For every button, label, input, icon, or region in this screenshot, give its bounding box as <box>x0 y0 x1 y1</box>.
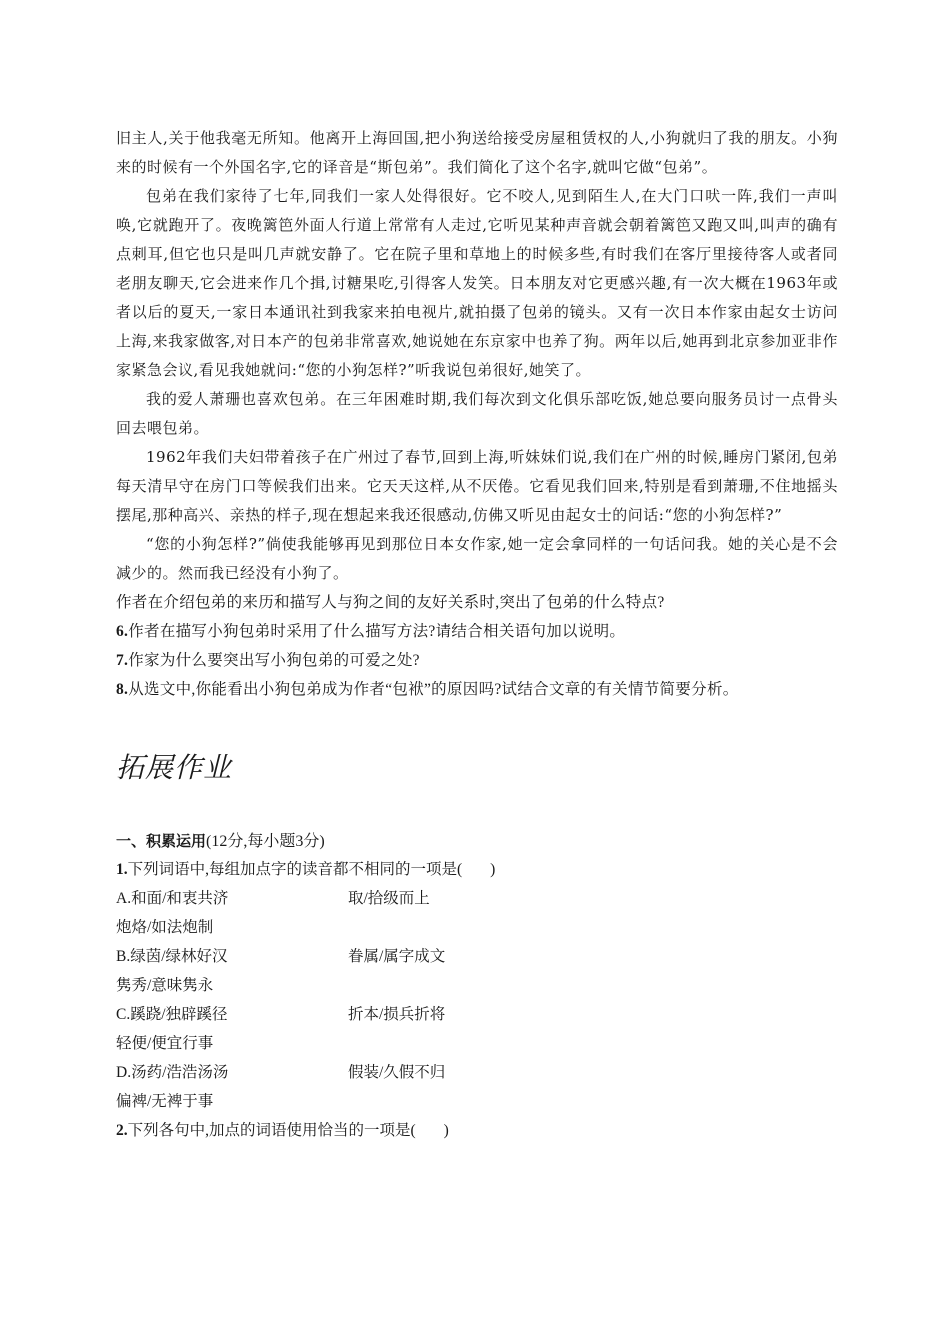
document-page <box>116 124 838 1145</box>
question-8-text: 从选文中,你能看出小狗包弟成为作者“包袱”的原因吗?试结合文章的有关情节简要分析。 <box>128 681 739 698</box>
mc1-option-d-row2: 偏裨/无裨于事 <box>116 1093 214 1110</box>
question-8-number: 8. <box>116 681 129 698</box>
passage-paragraph-5: “您的小狗怎样?”倘使我能够再见到那位日本女作家,她一定会拿同样的一句话问我。她的关心是不会减少的。然而我已经没有小狗了。 <box>116 535 838 582</box>
mc1-option-c-row: C.蹊跷/独辟蹊径 折本/损兵折将 <box>116 1006 446 1023</box>
part-1-label: 一、积累运用 <box>116 832 207 850</box>
question-7-number: 7. <box>116 652 129 669</box>
question-5: 作者在介绍包弟的来历和描写人与狗之间的友好关系时,突出了包弟的什么特点? <box>116 594 665 611</box>
question-6-number: 6. <box>116 623 129 640</box>
mc-question-1-stem: 1.下列词语中,每组加点字的读音都不相同的一项是( ) <box>116 861 496 878</box>
part-1-note: (12分,每小题3分) <box>206 833 325 850</box>
mc1-option-a-row: A.和面/和衷共济 取/拾级而上 <box>116 890 430 907</box>
passage-paragraph-2: 包弟在我们家待了七年,同我们一家人处得很好。它不咬人,见到陌生人,在大门口吠一阵,我们一声叫唤,它就跑开了。夜晚篱笆外面人行道上常常有人走过,它听见某种声音就会朝着篱笆又跑又叫,叫声的确有点刺耳,但它也只是叫几声就安静了。它在院子里和草地上的时候多些,有时我们在客厅里接待客人或者同老朋友聊天,它会进来作几个揖,讨糖果吃,引得客人发笑。日本朋友对它更感兴趣,有一次大概在1963年或者以后的夏天,一家日本通讯社到我家来拍电视片,就拍摄了包弟的镜头。又有一次日本作家由起女士访问上海,来我家做客,对日本产的包弟非常喜欢,她说她在东京家中也养了狗。两年以后,她再到北京参加亚非作家紧急会议,看见我她就问:“您的小狗怎样?”听我说包弟很好,她笑了。 <box>116 187 838 379</box>
mc1-option-d-row: D.汤药/浩浩汤汤 假装/久假不归 <box>116 1064 446 1081</box>
passage-paragraph-4: 1962年我们夫妇带着孩子在广州过了春节,回到上海,听妹妹们说,我们在广州的时候,睡房门紧闭,包弟每天清早守在房门口等候我们出来。它天天这样,从不厌倦。它看见我们回来,特别是看到萧珊,不住地摇头摆尾,那种高兴、亲热的样子,现在想起来我还很感动,仿佛又听见由起女士的问话:“您的小狗怎样?” <box>116 448 838 524</box>
mc-question-2-stem: 2.下列各句中,加点的词语使用恰当的一项是( ) <box>116 1122 449 1139</box>
mc1-option-c-row2: 轻便/便宜行事 <box>116 1035 214 1052</box>
question-6 <box>116 617 838 646</box>
mc1-option-a-row2: 炮烙/如法炮制 <box>116 919 214 936</box>
mc1-option-b-row2: 隽秀/意味隽永 <box>116 977 214 994</box>
section-title: 拓展作业 <box>116 751 233 784</box>
question-7-text: 作家为什么要突出写小狗包弟的可爱之处? <box>128 652 420 669</box>
mc1-option-b-row: B.绿茵/绿林好汉 眷属/属字成文 <box>116 948 446 965</box>
passage-paragraph-3: 我的爱人萧珊也喜欢包弟。在三年困难时期,我们每次到文化俱乐部吃饭,她总要向服务员讨一点骨头回去喂包弟。 <box>116 390 838 437</box>
passage-paragraph-1: 旧主人,关于他我毫无所知。他离开上海回国,把小狗送给接受房屋租赁权的人,小狗就归了我的朋友。小狗来的时候有一个外国名字,它的译音是“斯包弟”。我们简化了这个名字,就叫它做“包弟”。 <box>116 129 838 176</box>
question-8 <box>116 675 838 704</box>
part-1-heading <box>116 828 838 855</box>
question-7 <box>116 646 838 675</box>
question-6-text: 作者在描写小狗包弟时采用了什么描写方法?请结合相关语句加以说明。 <box>128 623 626 640</box>
